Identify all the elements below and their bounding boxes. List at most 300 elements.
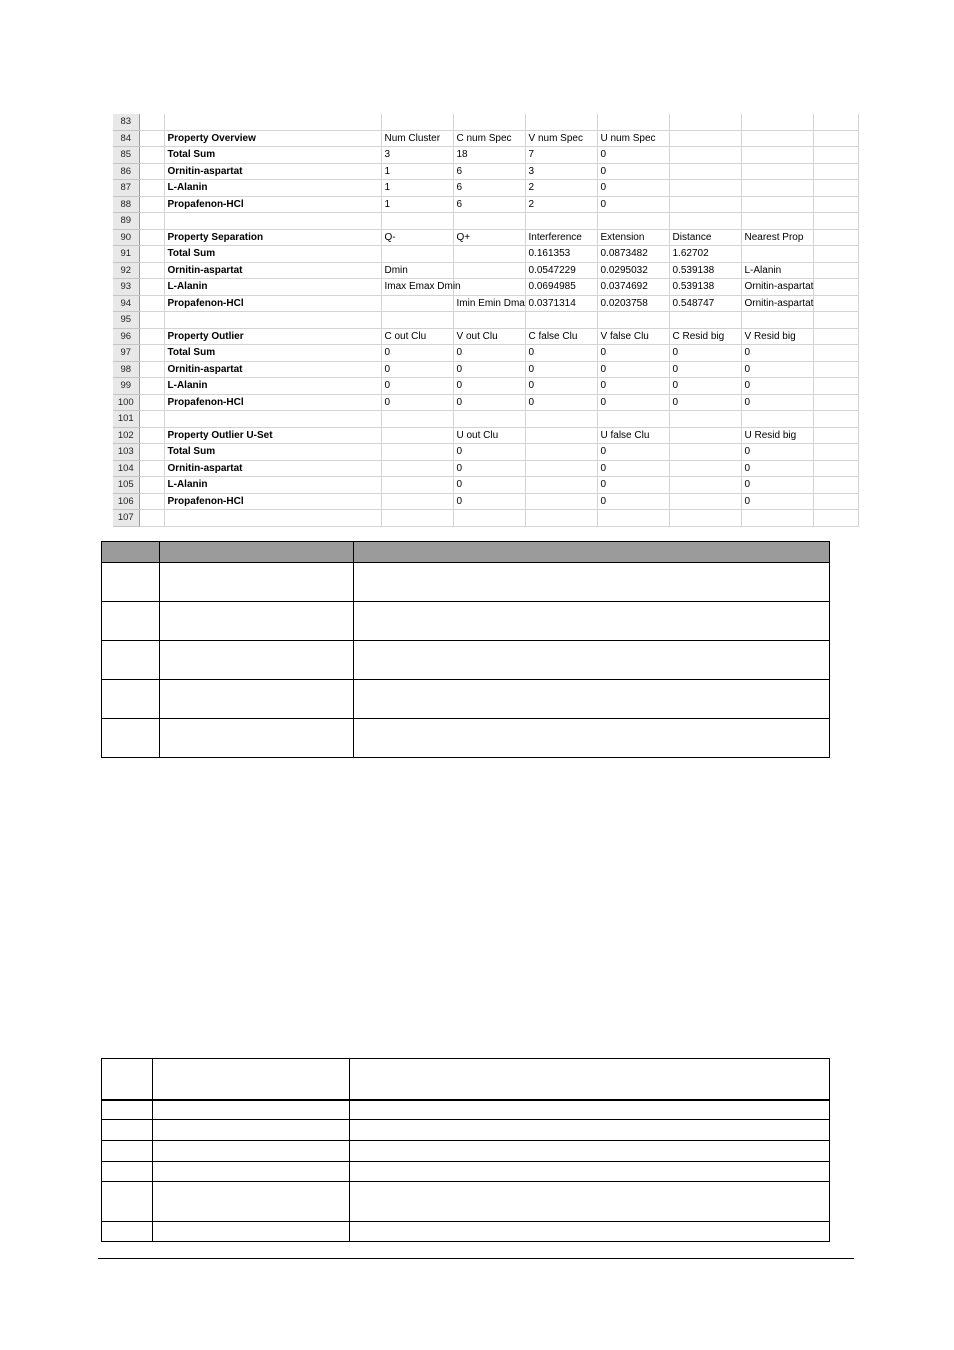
value-cell: C out Clu (381, 328, 453, 345)
empty-cell (813, 427, 858, 444)
value-cell: 0 (453, 394, 525, 411)
row-number: 99 (113, 378, 139, 395)
value-cell: 2 (525, 196, 597, 213)
row-number: 93 (113, 279, 139, 296)
value-cell: 0.161353 (525, 246, 597, 263)
value-cell: Num Cluster (381, 130, 453, 147)
value-cell: 0 (597, 493, 669, 510)
row-label-cell: Ornitin-aspartat (164, 262, 381, 279)
sheet-row (113, 229, 858, 246)
row-label-cell: Total Sum (164, 345, 381, 362)
spacer-cell (139, 444, 164, 461)
row-number: 86 (113, 163, 139, 180)
row-number: 100 (113, 394, 139, 411)
empty-cell (813, 279, 858, 296)
value-cell: 1 (381, 163, 453, 180)
row-label-cell (164, 510, 381, 527)
value-cell: 0 (741, 345, 813, 362)
empty-cell (813, 147, 858, 164)
row-label-cell: L-Alanin (164, 279, 381, 296)
table-cell (160, 719, 354, 758)
empty-cell (813, 378, 858, 395)
value-cell (669, 147, 741, 164)
row-label-cell (164, 312, 381, 329)
data-table-1 (101, 541, 830, 758)
value-cell (525, 312, 597, 329)
row-label-cell: Property Outlier U-Set (164, 427, 381, 444)
value-cell (525, 114, 597, 130)
table-row (102, 1141, 830, 1162)
spacer-cell (139, 130, 164, 147)
value-cell: 0 (597, 444, 669, 461)
row-number: 105 (113, 477, 139, 494)
sheet-row (113, 295, 858, 312)
value-cell (741, 213, 813, 230)
row-number: 91 (113, 246, 139, 263)
empty-cell (813, 444, 858, 461)
sheet-row (113, 361, 858, 378)
value-cell: L-Alanin (741, 262, 813, 279)
value-cell (453, 262, 525, 279)
table-cell (350, 1059, 830, 1100)
row-label-cell: Propafenon-HCl (164, 394, 381, 411)
spacer-cell (139, 378, 164, 395)
sheet-row (113, 213, 858, 230)
empty-cell (813, 246, 858, 263)
sheet-row (113, 477, 858, 494)
table-row (102, 1120, 830, 1141)
sheet-row (113, 130, 858, 147)
table-cell (350, 1141, 830, 1162)
value-cell: 0 (741, 460, 813, 477)
row-label-cell: Total Sum (164, 444, 381, 461)
table-row (102, 1100, 830, 1120)
value-cell (669, 493, 741, 510)
row-label-cell: Property Overview (164, 130, 381, 147)
value-cell: Dmin (381, 262, 453, 279)
value-cell (669, 213, 741, 230)
value-cell (525, 477, 597, 494)
table-cell (354, 680, 830, 719)
row-label-cell: Total Sum (164, 147, 381, 164)
value-cell (741, 510, 813, 527)
value-cell (741, 180, 813, 197)
value-cell: 0.0295032 (597, 262, 669, 279)
spacer-cell (139, 493, 164, 510)
table-row (102, 719, 830, 758)
value-cell: 18 (453, 147, 525, 164)
value-cell: 6 (453, 163, 525, 180)
spacer-cell (139, 477, 164, 494)
value-cell: V out Clu (453, 328, 525, 345)
value-cell: 0 (525, 394, 597, 411)
value-cell (597, 510, 669, 527)
table-cell (102, 602, 160, 641)
value-cell: 0 (453, 444, 525, 461)
table-cell (350, 1100, 830, 1120)
spacer-cell (139, 229, 164, 246)
table-row (102, 680, 830, 719)
row-label-cell: L-Alanin (164, 180, 381, 197)
row-number: 89 (113, 213, 139, 230)
row-number: 90 (113, 229, 139, 246)
spacer-cell (139, 295, 164, 312)
value-cell: 1 (381, 196, 453, 213)
empty-cell (813, 361, 858, 378)
value-cell (597, 114, 669, 130)
value-cell (597, 312, 669, 329)
value-cell: 0 (597, 460, 669, 477)
sheet-row (113, 163, 858, 180)
empty-cell (813, 213, 858, 230)
value-cell (525, 460, 597, 477)
value-cell: 0 (453, 378, 525, 395)
empty-cell (813, 180, 858, 197)
table-cell (350, 1120, 830, 1141)
sheet-row (113, 394, 858, 411)
row-number: 98 (113, 361, 139, 378)
row-label-cell: Property Separation (164, 229, 381, 246)
value-cell (741, 312, 813, 329)
value-cell (669, 130, 741, 147)
spacer-cell (139, 262, 164, 279)
value-cell (669, 460, 741, 477)
spreadsheet-grid (113, 114, 859, 527)
row-number: 87 (113, 180, 139, 197)
value-cell: 0 (597, 477, 669, 494)
table-cell (102, 680, 160, 719)
table-cell (160, 641, 354, 680)
value-cell: 0 (597, 378, 669, 395)
row-label-cell: Total Sum (164, 246, 381, 263)
value-cell: 0 (453, 460, 525, 477)
value-cell (381, 114, 453, 130)
row-label-cell (164, 411, 381, 428)
value-cell (741, 130, 813, 147)
sheet-row (113, 427, 858, 444)
value-cell (453, 279, 525, 296)
sheet-row (113, 493, 858, 510)
empty-cell (813, 411, 858, 428)
sheet-row (113, 444, 858, 461)
empty-cell (813, 196, 858, 213)
spacer-cell (139, 279, 164, 296)
row-number: 84 (113, 130, 139, 147)
value-cell (381, 246, 453, 263)
value-cell: Distance (669, 229, 741, 246)
value-cell: 0 (453, 493, 525, 510)
table-cell (102, 641, 160, 680)
spacer-cell (139, 411, 164, 428)
value-cell (453, 411, 525, 428)
empty-cell (813, 493, 858, 510)
table-row (102, 1182, 830, 1222)
value-cell (669, 196, 741, 213)
value-cell: Extension (597, 229, 669, 246)
value-cell (741, 163, 813, 180)
table-cell (102, 719, 160, 758)
row-number: 94 (113, 295, 139, 312)
table-cell (153, 1182, 350, 1222)
sheet-row (113, 411, 858, 428)
spacer-cell (139, 196, 164, 213)
value-cell: 0 (597, 345, 669, 362)
value-cell: 0 (669, 361, 741, 378)
header-cell (102, 542, 160, 563)
row-label-cell: Propafenon-HCl (164, 493, 381, 510)
value-cell (669, 411, 741, 428)
table-cell (102, 1120, 153, 1141)
row-number: 96 (113, 328, 139, 345)
row-number: 102 (113, 427, 139, 444)
value-cell (381, 444, 453, 461)
value-cell: 0 (741, 493, 813, 510)
sheet-row (113, 246, 858, 263)
value-cell: Imin Emin Dma (453, 295, 525, 312)
value-cell: 6 (453, 180, 525, 197)
empty-cell (813, 163, 858, 180)
table-cell (102, 1100, 153, 1120)
value-cell (741, 411, 813, 428)
value-cell: 0.539138 (669, 279, 741, 296)
row-label-cell: L-Alanin (164, 378, 381, 395)
row-label-cell (164, 213, 381, 230)
value-cell: 1 (381, 180, 453, 197)
value-cell: 0 (453, 477, 525, 494)
table-cell (160, 563, 354, 602)
value-cell: 0 (669, 345, 741, 362)
value-cell: 0.539138 (669, 262, 741, 279)
sheet-row (113, 328, 858, 345)
value-cell: 0.0694985 (525, 279, 597, 296)
spacer-cell (139, 510, 164, 527)
value-cell (381, 510, 453, 527)
value-cell (741, 147, 813, 164)
value-cell (453, 312, 525, 329)
value-cell: 0.0547229 (525, 262, 597, 279)
row-label-cell: Ornitin-aspartat (164, 163, 381, 180)
empty-cell (813, 477, 858, 494)
value-cell: 0 (525, 378, 597, 395)
empty-cell (813, 510, 858, 527)
value-cell (381, 295, 453, 312)
row-number: 103 (113, 444, 139, 461)
value-cell: U out Clu (453, 427, 525, 444)
table-cell (354, 641, 830, 680)
row-number: 104 (113, 460, 139, 477)
value-cell: 3 (381, 147, 453, 164)
value-cell: 0 (597, 394, 669, 411)
value-cell: 0 (741, 361, 813, 378)
table-cell (153, 1141, 350, 1162)
value-cell: 0.548747 (669, 295, 741, 312)
spreadsheet-screenshot (113, 114, 838, 524)
value-cell: 0 (741, 444, 813, 461)
table-cell (153, 1100, 350, 1120)
footer-divider (98, 1258, 854, 1259)
value-cell: 0.0203758 (597, 295, 669, 312)
value-cell (453, 114, 525, 130)
row-number: 97 (113, 345, 139, 362)
row-label-cell: L-Alanin (164, 477, 381, 494)
sheet-row (113, 312, 858, 329)
spacer-cell (139, 114, 164, 130)
table-cell (160, 680, 354, 719)
value-cell (525, 444, 597, 461)
value-cell: 1.62702 (669, 246, 741, 263)
spacer-cell (139, 328, 164, 345)
value-cell (525, 493, 597, 510)
row-label-cell: Ornitin-aspartat (164, 361, 381, 378)
table-cell (153, 1162, 350, 1182)
value-cell: Ornitin-aspartat (741, 295, 813, 312)
table-cell (102, 563, 160, 602)
table-row (102, 1059, 830, 1100)
value-cell: Imax Emax Dmin (381, 279, 453, 296)
row-label-cell: Ornitin-aspartat (164, 460, 381, 477)
value-cell: Q- (381, 229, 453, 246)
value-cell (525, 510, 597, 527)
value-cell: 0 (453, 361, 525, 378)
sheet-row (113, 345, 858, 362)
data-table-2 (101, 1058, 830, 1242)
value-cell: U false Clu (597, 427, 669, 444)
value-cell: V Resid big (741, 328, 813, 345)
empty-cell (813, 114, 858, 130)
table-cell (354, 563, 830, 602)
sheet-row (113, 279, 858, 296)
table-cell (354, 602, 830, 641)
value-cell: 0.0371314 (525, 295, 597, 312)
empty-cell (813, 312, 858, 329)
value-cell (741, 246, 813, 263)
value-cell (669, 163, 741, 180)
spacer-cell (139, 147, 164, 164)
value-cell (669, 444, 741, 461)
value-cell: C num Spec (453, 130, 525, 147)
row-number: 83 (113, 114, 139, 130)
table-cell (350, 1182, 830, 1222)
sheet-row (113, 180, 858, 197)
sheet-row (113, 262, 858, 279)
spacer-cell (139, 427, 164, 444)
empty-cell (813, 262, 858, 279)
value-cell: Q+ (453, 229, 525, 246)
value-cell (453, 246, 525, 263)
row-number: 107 (113, 510, 139, 527)
value-cell: 0 (669, 378, 741, 395)
value-cell (381, 477, 453, 494)
value-cell: 0 (597, 196, 669, 213)
table-cell (350, 1162, 830, 1182)
value-cell: 0.0374692 (597, 279, 669, 296)
row-label-cell (164, 114, 381, 130)
value-cell: 0 (597, 180, 669, 197)
table-row (102, 641, 830, 680)
value-cell (597, 411, 669, 428)
value-cell (381, 460, 453, 477)
row-number: 106 (113, 493, 139, 510)
empty-cell (813, 460, 858, 477)
row-number: 95 (113, 312, 139, 329)
value-cell: 0.0873482 (597, 246, 669, 263)
empty-cell (813, 295, 858, 312)
value-cell: 2 (525, 180, 597, 197)
spacer-cell (139, 394, 164, 411)
table-row (102, 563, 830, 602)
empty-cell (813, 394, 858, 411)
value-cell (453, 213, 525, 230)
sheet-row (113, 378, 858, 395)
value-cell (669, 510, 741, 527)
table-cell (153, 1059, 350, 1100)
table-cell (102, 1222, 153, 1242)
value-cell: 0 (741, 477, 813, 494)
value-cell (525, 213, 597, 230)
table-row (102, 1162, 830, 1182)
spacer-cell (139, 163, 164, 180)
spacer-cell (139, 460, 164, 477)
table-cell (160, 602, 354, 641)
spacer-cell (139, 361, 164, 378)
row-number: 101 (113, 411, 139, 428)
table-row (102, 1222, 830, 1242)
sheet-row (113, 114, 858, 130)
value-cell (669, 312, 741, 329)
value-cell: Interference (525, 229, 597, 246)
row-label-cell: Propafenon-HCl (164, 295, 381, 312)
value-cell (741, 196, 813, 213)
value-cell: C Resid big (669, 328, 741, 345)
row-number: 88 (113, 196, 139, 213)
spacer-cell (139, 180, 164, 197)
value-cell: 0 (525, 361, 597, 378)
value-cell (381, 493, 453, 510)
value-cell (741, 114, 813, 130)
row-label-cell: Property Outlier (164, 328, 381, 345)
empty-cell (813, 345, 858, 362)
value-cell: C false Clu (525, 328, 597, 345)
spacer-cell (139, 246, 164, 263)
value-cell: 0 (525, 345, 597, 362)
table-row (102, 542, 830, 563)
value-cell: 0 (597, 163, 669, 180)
value-cell: 7 (525, 147, 597, 164)
value-cell (381, 312, 453, 329)
value-cell (381, 213, 453, 230)
sheet-row (113, 460, 858, 477)
value-cell: 0 (741, 378, 813, 395)
value-cell (669, 477, 741, 494)
header-cell (160, 542, 354, 563)
row-number: 92 (113, 262, 139, 279)
value-cell (525, 411, 597, 428)
table-cell (350, 1222, 830, 1242)
table-row (102, 602, 830, 641)
table-cell (102, 1162, 153, 1182)
table-cell (102, 1059, 153, 1100)
empty-cell (813, 130, 858, 147)
value-cell (669, 114, 741, 130)
value-cell (597, 213, 669, 230)
table-cell (153, 1222, 350, 1242)
value-cell: V false Clu (597, 328, 669, 345)
row-label-cell: Propafenon-HCl (164, 196, 381, 213)
value-cell (669, 427, 741, 444)
value-cell: 0 (381, 378, 453, 395)
value-cell (381, 427, 453, 444)
value-cell: 0 (381, 394, 453, 411)
